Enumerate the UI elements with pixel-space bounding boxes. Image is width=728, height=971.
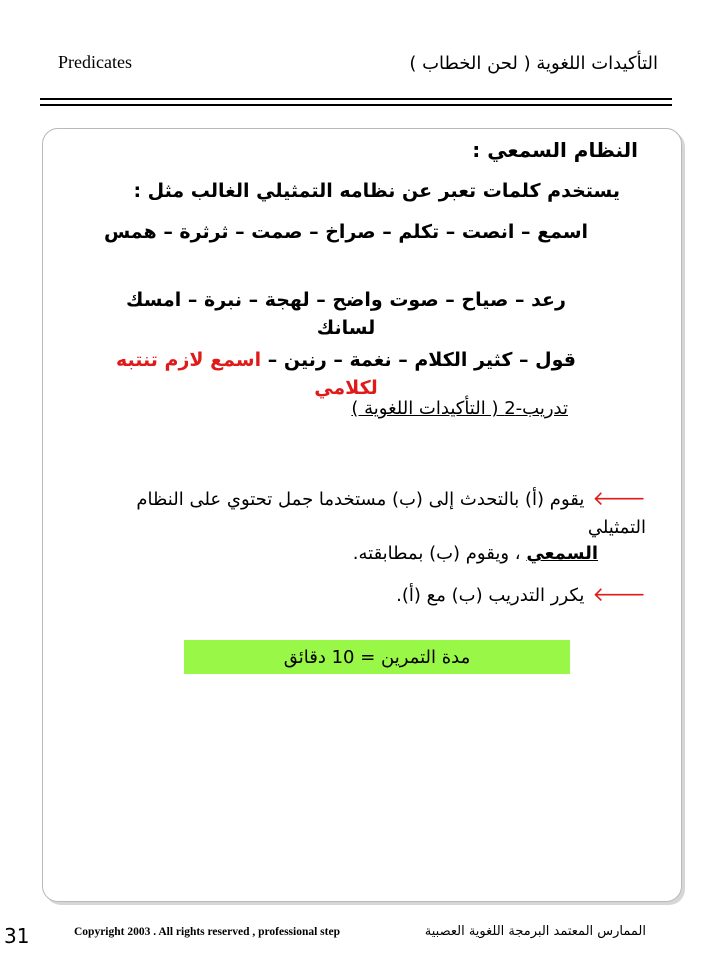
section-title: النظام السمعي : bbox=[472, 138, 638, 162]
bullet-1-text: يقوم (أ) بالتحدث إلى (ب) مستخدما جمل تحتوي على النظام التمثيلي bbox=[136, 489, 646, 538]
page-number: 31 bbox=[4, 924, 30, 948]
header-rule-top bbox=[40, 98, 672, 100]
word-line-3-highlight: اسمع لازم تنتبه لكلامي bbox=[116, 349, 378, 399]
drill-title: تدريب-2 ( التأكيدات اللغوية ) bbox=[351, 398, 568, 419]
copyright-text: Copyright 2003 . All rights reserved , professional step bbox=[74, 926, 340, 938]
header-left-title: Predicates bbox=[58, 52, 132, 72]
arrow-left-icon: 🡐 bbox=[592, 582, 646, 606]
header-right-title: التأكيدات اللغوية ( لحن الخطاب ) bbox=[409, 53, 658, 74]
word-line-3 bbox=[96, 346, 596, 402]
bullet-1 bbox=[86, 484, 646, 542]
bullet-2-text: يكرر التدريب (ب) مع (أ). bbox=[396, 585, 585, 606]
header-rule-bottom bbox=[40, 104, 672, 106]
duration-box: مدة التمرين = 10 دقائق bbox=[184, 640, 570, 674]
bullet-1-emphasis: السمعي bbox=[526, 543, 598, 564]
bullet-2 bbox=[86, 580, 646, 610]
word-line-1: اسمع – انصت – تكلم – صراخ – صمت – ثرثرة – همس bbox=[103, 221, 589, 243]
word-line-3-main: قول – كثير الكلام – نغمة – رنين – bbox=[267, 349, 576, 371]
footer-org: الممارس المعتمد البرمجة اللغوية العصبية bbox=[424, 924, 646, 939]
bullet-1-rest: ، ويقوم (ب) بمطابقته. bbox=[352, 543, 521, 564]
arrow-left-icon: 🡐 bbox=[592, 486, 646, 510]
bullet-1-continuation bbox=[78, 540, 598, 568]
word-line-2: رعد – صياح – صوت واضح – لهجة – نبرة – امسك لسانك bbox=[126, 289, 566, 339]
section-intro: يستخدم كلمات تعبر عن نظامه التمثيلي الغالب مثل : bbox=[133, 180, 620, 202]
